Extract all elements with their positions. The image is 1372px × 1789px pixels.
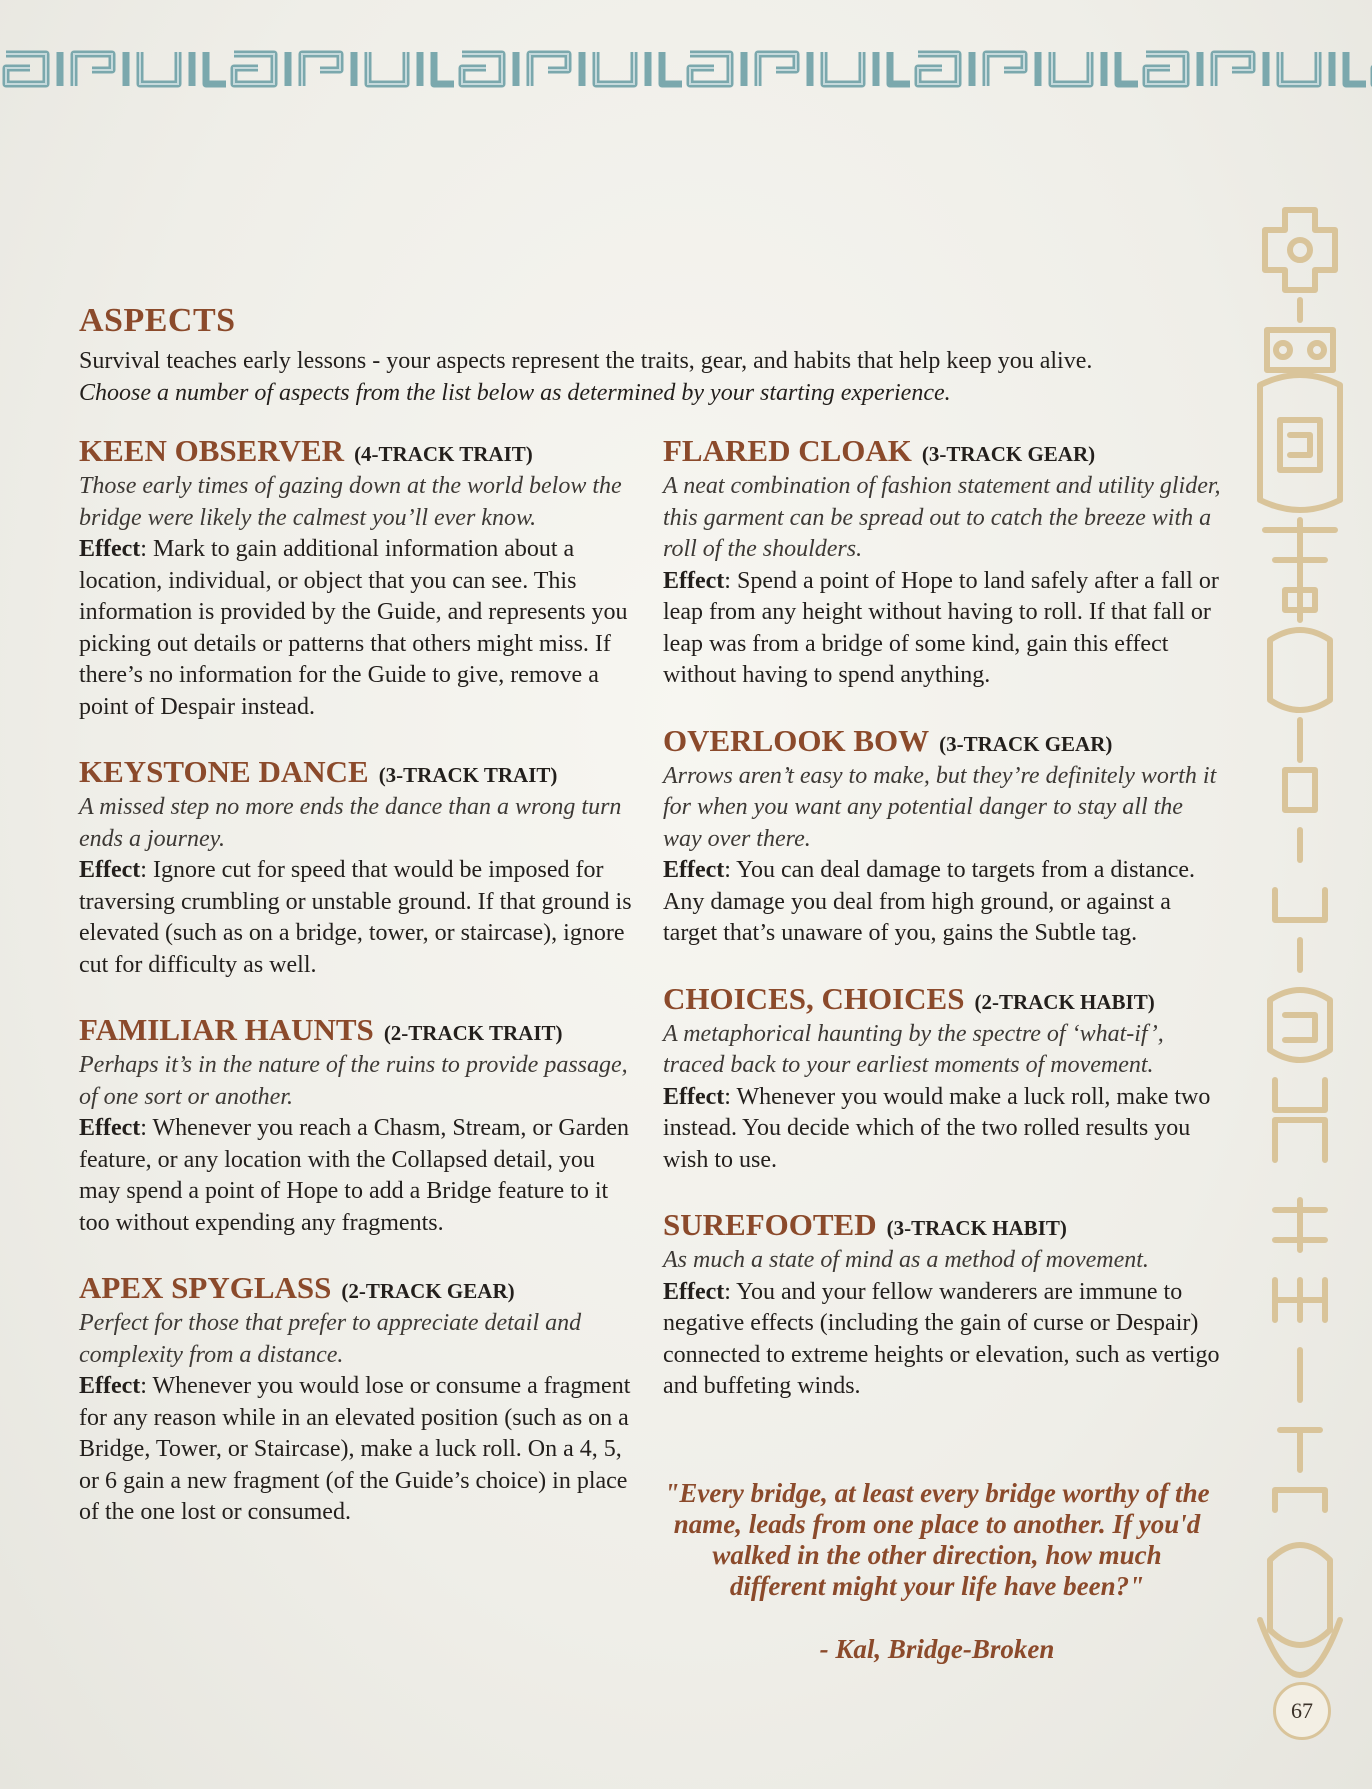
intro-line-2: Choose a number of aspects from the list below as determined by your starting experience. xyxy=(79,380,951,406)
aspect-block xyxy=(79,753,639,981)
aspect-name: FAMILIAR HAUNTS xyxy=(79,1012,374,1047)
aspect-type: (2-TRACK GEAR) xyxy=(341,1279,515,1303)
aspects-column-left xyxy=(79,432,639,1559)
aspect-block xyxy=(663,1206,1223,1403)
effect-text: : Ignore cut for speed that would be imposed for traversing crumbling or unstable ground. If that ground is elevated (such as on a bridge, tower, or staircase), ignore cut for difficulty as well. xyxy=(79,857,632,978)
aspect-block xyxy=(79,432,639,723)
aspect-effect xyxy=(663,1277,1223,1403)
aspect-type: (3-TRACK GEAR) xyxy=(939,731,1113,756)
aspect-name: KEEN OBSERVER xyxy=(79,433,345,468)
effect-text: : Whenever you reach a Chasm, Stream, or Garden feature, or any location with the Collapsed detail, you may spend a point of Hope to add a Bridge feature to it too without expending any fragments. xyxy=(79,1115,630,1236)
effect-text: : Whenever you would make a luck roll, make two instead. You decide which of the two rolled results you wish to use. xyxy=(663,1083,1211,1173)
aspect-flavor-text: Those early times of gazing down at the world below the bridge were likely the calmest you’ll ever know. xyxy=(79,473,622,531)
aspect-name: SUREFOOTED xyxy=(663,1207,877,1242)
aspect-effect xyxy=(663,855,1223,950)
aspect-block xyxy=(663,980,1223,1177)
aspect-block xyxy=(663,432,1223,692)
aspect-name: OVERLOOK BOW xyxy=(663,722,930,758)
aspects-column-right xyxy=(663,432,1223,1433)
aspect-header xyxy=(663,722,1223,763)
aspect-header xyxy=(663,1206,1223,1247)
aspect-effect xyxy=(79,1371,639,1529)
aspect-name: FLARED CLOAK xyxy=(663,433,912,468)
effect-label: Effect xyxy=(79,1373,141,1399)
aspect-header xyxy=(79,753,639,794)
aspect-header xyxy=(79,1269,639,1310)
aspect-header xyxy=(663,432,1223,473)
effect-text: : Mark to gain additional information about a location, individual, or object that you can see. This information is provided by the Guide, and represents you picking out details or patterns that others might miss. If there’s no information for the Guide to give, remove a point of Despair instead. xyxy=(79,536,628,720)
quote-author: - Kal, Bridge-Broken xyxy=(819,1634,1055,1664)
effect-label: Effect xyxy=(663,857,725,883)
effect-text: : You can deal damage to targets from a distance. Any damage you deal from high ground, or against a target that’s unaware of you, gains the Subtle tag. xyxy=(663,857,1196,946)
aspect-flavor-text: A missed step no more ends the dance than a wrong turn ends a journey. xyxy=(79,794,622,852)
section-title: ASPECTS xyxy=(79,302,236,339)
aspect-name: APEX SPYGLASS xyxy=(79,1270,332,1305)
aspect-flavor-text: Perfect for those that prefer to appreciate detail and complexity from a distance. xyxy=(79,1310,582,1368)
aspect-flavor-text: A metaphorical haunting by the spectre of ‘what-if’, traced back to your earliest moments of movement. xyxy=(663,1020,1164,1078)
aspect-flavor-text: As much a state of mind as a method of movement. xyxy=(663,1247,1149,1273)
aspect-effect xyxy=(79,1113,639,1239)
aspect-block xyxy=(79,1011,639,1239)
aspect-effect xyxy=(663,1082,1223,1177)
effect-label: Effect xyxy=(79,1115,141,1141)
pull-quote xyxy=(663,1478,1211,1665)
aspect-header xyxy=(79,1011,639,1052)
quote-text: "Every bridge, at least every bridge worthy of the name, leads from one place to another. If you'd walked in the other direction, how much different might your life have been?" xyxy=(664,1478,1210,1601)
effect-text: : Whenever you would lose or consume a fragment for any reason while in an elevated position (such as on a Bridge, Tower, or Staircase), make a luck roll. On a 4, 5, or 6 gain a new fragment (of the Guide’s choice) in place of the one lost or consumed. xyxy=(79,1373,631,1525)
aspect-name: KEYSTONE DANCE xyxy=(79,754,369,789)
decorative-side-totem xyxy=(1245,200,1355,1760)
aspect-type: (3-TRACK GEAR) xyxy=(921,442,1096,466)
intro-text xyxy=(79,345,1199,409)
aspect-type: (4-TRACK TRAIT) xyxy=(354,442,533,466)
aspect-block xyxy=(663,722,1223,950)
aspect-type: (3-TRACK HABIT) xyxy=(886,1216,1067,1240)
effect-label: Effect xyxy=(663,1083,725,1110)
effect-label: Effect xyxy=(79,536,141,562)
aspect-header xyxy=(663,980,1223,1021)
aspect-effect xyxy=(79,855,639,981)
aspect-block xyxy=(79,1269,639,1529)
page-number: 67 xyxy=(1273,1682,1331,1740)
aspect-effect xyxy=(663,566,1223,692)
effect-text: : Spend a point of Hope to land safely after a fall or leap from any height without having to roll. If that fall or leap was from a bridge of some kind, gain this effect without having to spend anything. xyxy=(663,567,1219,688)
aspect-flavor-text: Perhaps it’s in the nature of the ruins to provide passage, of one sort or another. xyxy=(79,1052,628,1110)
aspect-type: (2-TRACK HABIT) xyxy=(974,989,1155,1014)
intro-line-1: Survival teaches early lessons - your aspects represent the traits, gear, and habits that help keep you alive. xyxy=(79,348,1093,374)
effect-label: Effect xyxy=(663,567,725,594)
aspect-flavor-text: A neat combination of fashion statement and utility glider, this garment can be spread out to catch the breeze with a roll of the shoulders. xyxy=(663,473,1221,562)
aspect-header xyxy=(79,432,639,473)
aspect-flavor-text: Arrows aren’t easy to make, but they’re definitely worth it for when you want any potential danger to stay all the way over there. xyxy=(663,762,1217,852)
effect-label: Effect xyxy=(79,857,141,883)
effect-label: Effect xyxy=(663,1278,725,1305)
decorative-top-border xyxy=(0,44,1372,94)
aspect-type: (3-TRACK TRAIT) xyxy=(378,763,558,787)
effect-text: : You and your fellow wanderers are immune to negative effects (including the gain of curse or Despair) connected to extreme heights or elevation, such as vertigo and buffeting winds. xyxy=(663,1278,1220,1399)
aspect-effect xyxy=(79,534,639,723)
aspect-type: (2-TRACK TRAIT) xyxy=(383,1021,563,1045)
aspect-name: CHOICES, CHOICES xyxy=(663,980,965,1016)
